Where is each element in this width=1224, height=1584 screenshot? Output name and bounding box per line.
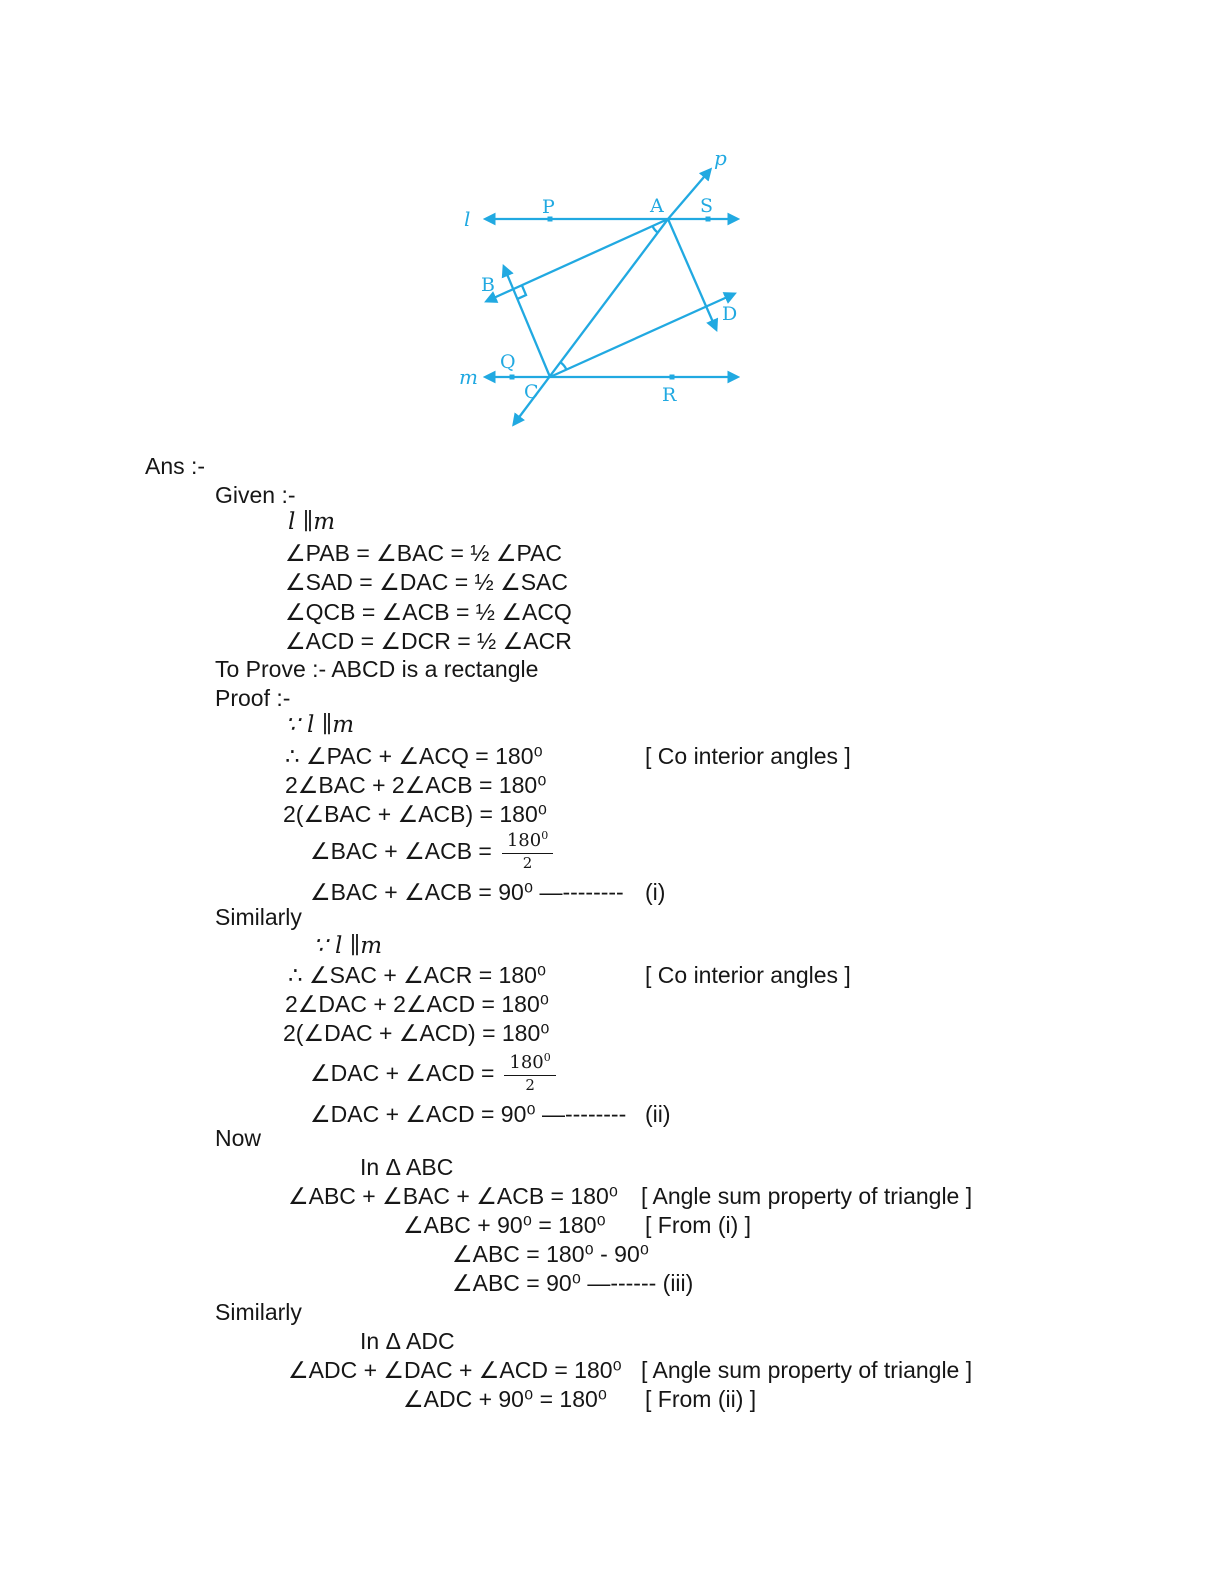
proof-since-2: ∵ l ∥m — [313, 933, 383, 959]
proof-label: Proof :- — [215, 685, 291, 711]
point-label-b: B — [481, 274, 495, 296]
tick-s — [706, 217, 711, 222]
ans-label: Ans :- — [145, 453, 206, 479]
proof-eq: 2(∠DAC + ∠ACD) = 180⁰ — [283, 1020, 550, 1046]
proof-eq: 2(∠BAC + ∠ACB) = 180⁰ — [283, 801, 547, 827]
given-eq-2: ∠SAD = ∠DAC = ½ ∠SAC — [285, 569, 568, 595]
reason-note: [ From (i) ] — [645, 1212, 752, 1238]
to-prove: To Prove :- ABCD is a rectangle — [215, 656, 539, 682]
geometry-diagram — [0, 0, 1224, 450]
proof-eq: ∴ ∠SAC + ∠ACR = 180⁰ — [288, 962, 547, 988]
in-triangle-adc: In Δ ADC — [360, 1328, 455, 1354]
proof-eq: ∠ABC + 90⁰ = 180⁰ — [403, 1212, 606, 1238]
now-label: Now — [215, 1125, 262, 1151]
reason-note: [ Angle sum property of triangle ] — [641, 1357, 973, 1383]
proof-eq: ∠ABC = 180⁰ - 90⁰ — [452, 1241, 649, 1267]
reason-note: [ From (ii) ] — [645, 1386, 757, 1412]
fraction: $\frac{180^0}{2}$ — [504, 1052, 555, 1094]
proof-eq: ∠ADC + 90⁰ = 180⁰ — [403, 1386, 608, 1412]
point-label-s: S — [700, 195, 714, 217]
angle-mark-c — [561, 363, 567, 370]
proof-eq: ∠ABC + ∠BAC + ∠ACB = 180⁰ — [288, 1183, 618, 1209]
given-eq-1: ∠PAB = ∠BAC = ½ ∠PAC — [285, 540, 563, 566]
proof-eq: ∠ABC = 90⁰ —------ (iii) — [452, 1270, 694, 1296]
proof-eq-fraction — [310, 1050, 556, 1096]
proof-eq: ∠BAC + ∠ACB = 90⁰ —-------- — [310, 879, 624, 905]
proof-eq: 2∠DAC + 2∠ACD = 180⁰ — [285, 991, 549, 1017]
label-line-l: l — [464, 207, 471, 231]
tick-q — [510, 375, 515, 380]
point-label-a: A — [650, 195, 664, 217]
fraction-lhs: ∠BAC + ∠ACB = — [310, 838, 492, 864]
point-label-c: C — [524, 381, 539, 403]
reason-note: [ Co interior angles ] — [645, 962, 851, 988]
label-line-m: m — [459, 365, 478, 389]
label-ray-p: p — [714, 146, 727, 170]
proof-eq-fraction — [310, 828, 553, 874]
fraction-lhs: ∠DAC + ∠ACD = — [310, 1060, 495, 1086]
similarly-label: Similarly — [215, 904, 302, 930]
proof-since-1: ∵ l ∥m — [285, 712, 355, 738]
angle-mark-a — [653, 226, 658, 233]
reason-note: [ Co interior angles ] — [645, 743, 851, 769]
fraction: $\frac{180^0}{2}$ — [502, 830, 553, 872]
reason-note: [ Angle sum property of triangle ] — [641, 1183, 973, 1209]
proof-eq: ∠ADC + ∠DAC + ∠ACD = 180⁰ — [288, 1357, 622, 1383]
in-triangle-abc: In Δ ABC — [360, 1154, 454, 1180]
eq-ref-ii: (ii) — [645, 1101, 671, 1127]
given-eq-4: ∠ACD = ∠DCR = ½ ∠ACR — [285, 628, 572, 654]
tick-r — [670, 375, 675, 380]
proof-eq: 2∠BAC + 2∠ACB = 180⁰ — [285, 772, 547, 798]
proof-eq: ∠DAC + ∠ACD = 90⁰ —-------- — [310, 1101, 627, 1127]
point-label-p: P — [542, 196, 555, 218]
point-label-r: R — [662, 384, 677, 406]
eq-ref-i: (i) — [645, 879, 666, 905]
given-label: Given :- — [215, 482, 296, 508]
point-label-d: D — [722, 303, 738, 325]
point-label-q: Q — [500, 351, 516, 373]
proof-eq: ∴ ∠PAC + ∠ACQ = 180⁰ — [285, 743, 543, 769]
ray-cd — [550, 294, 734, 377]
given-parallel: l ∥m — [288, 509, 336, 535]
similarly-label: Similarly — [215, 1299, 302, 1325]
given-eq-3: ∠QCB = ∠ACB = ½ ∠ACQ — [285, 599, 572, 625]
